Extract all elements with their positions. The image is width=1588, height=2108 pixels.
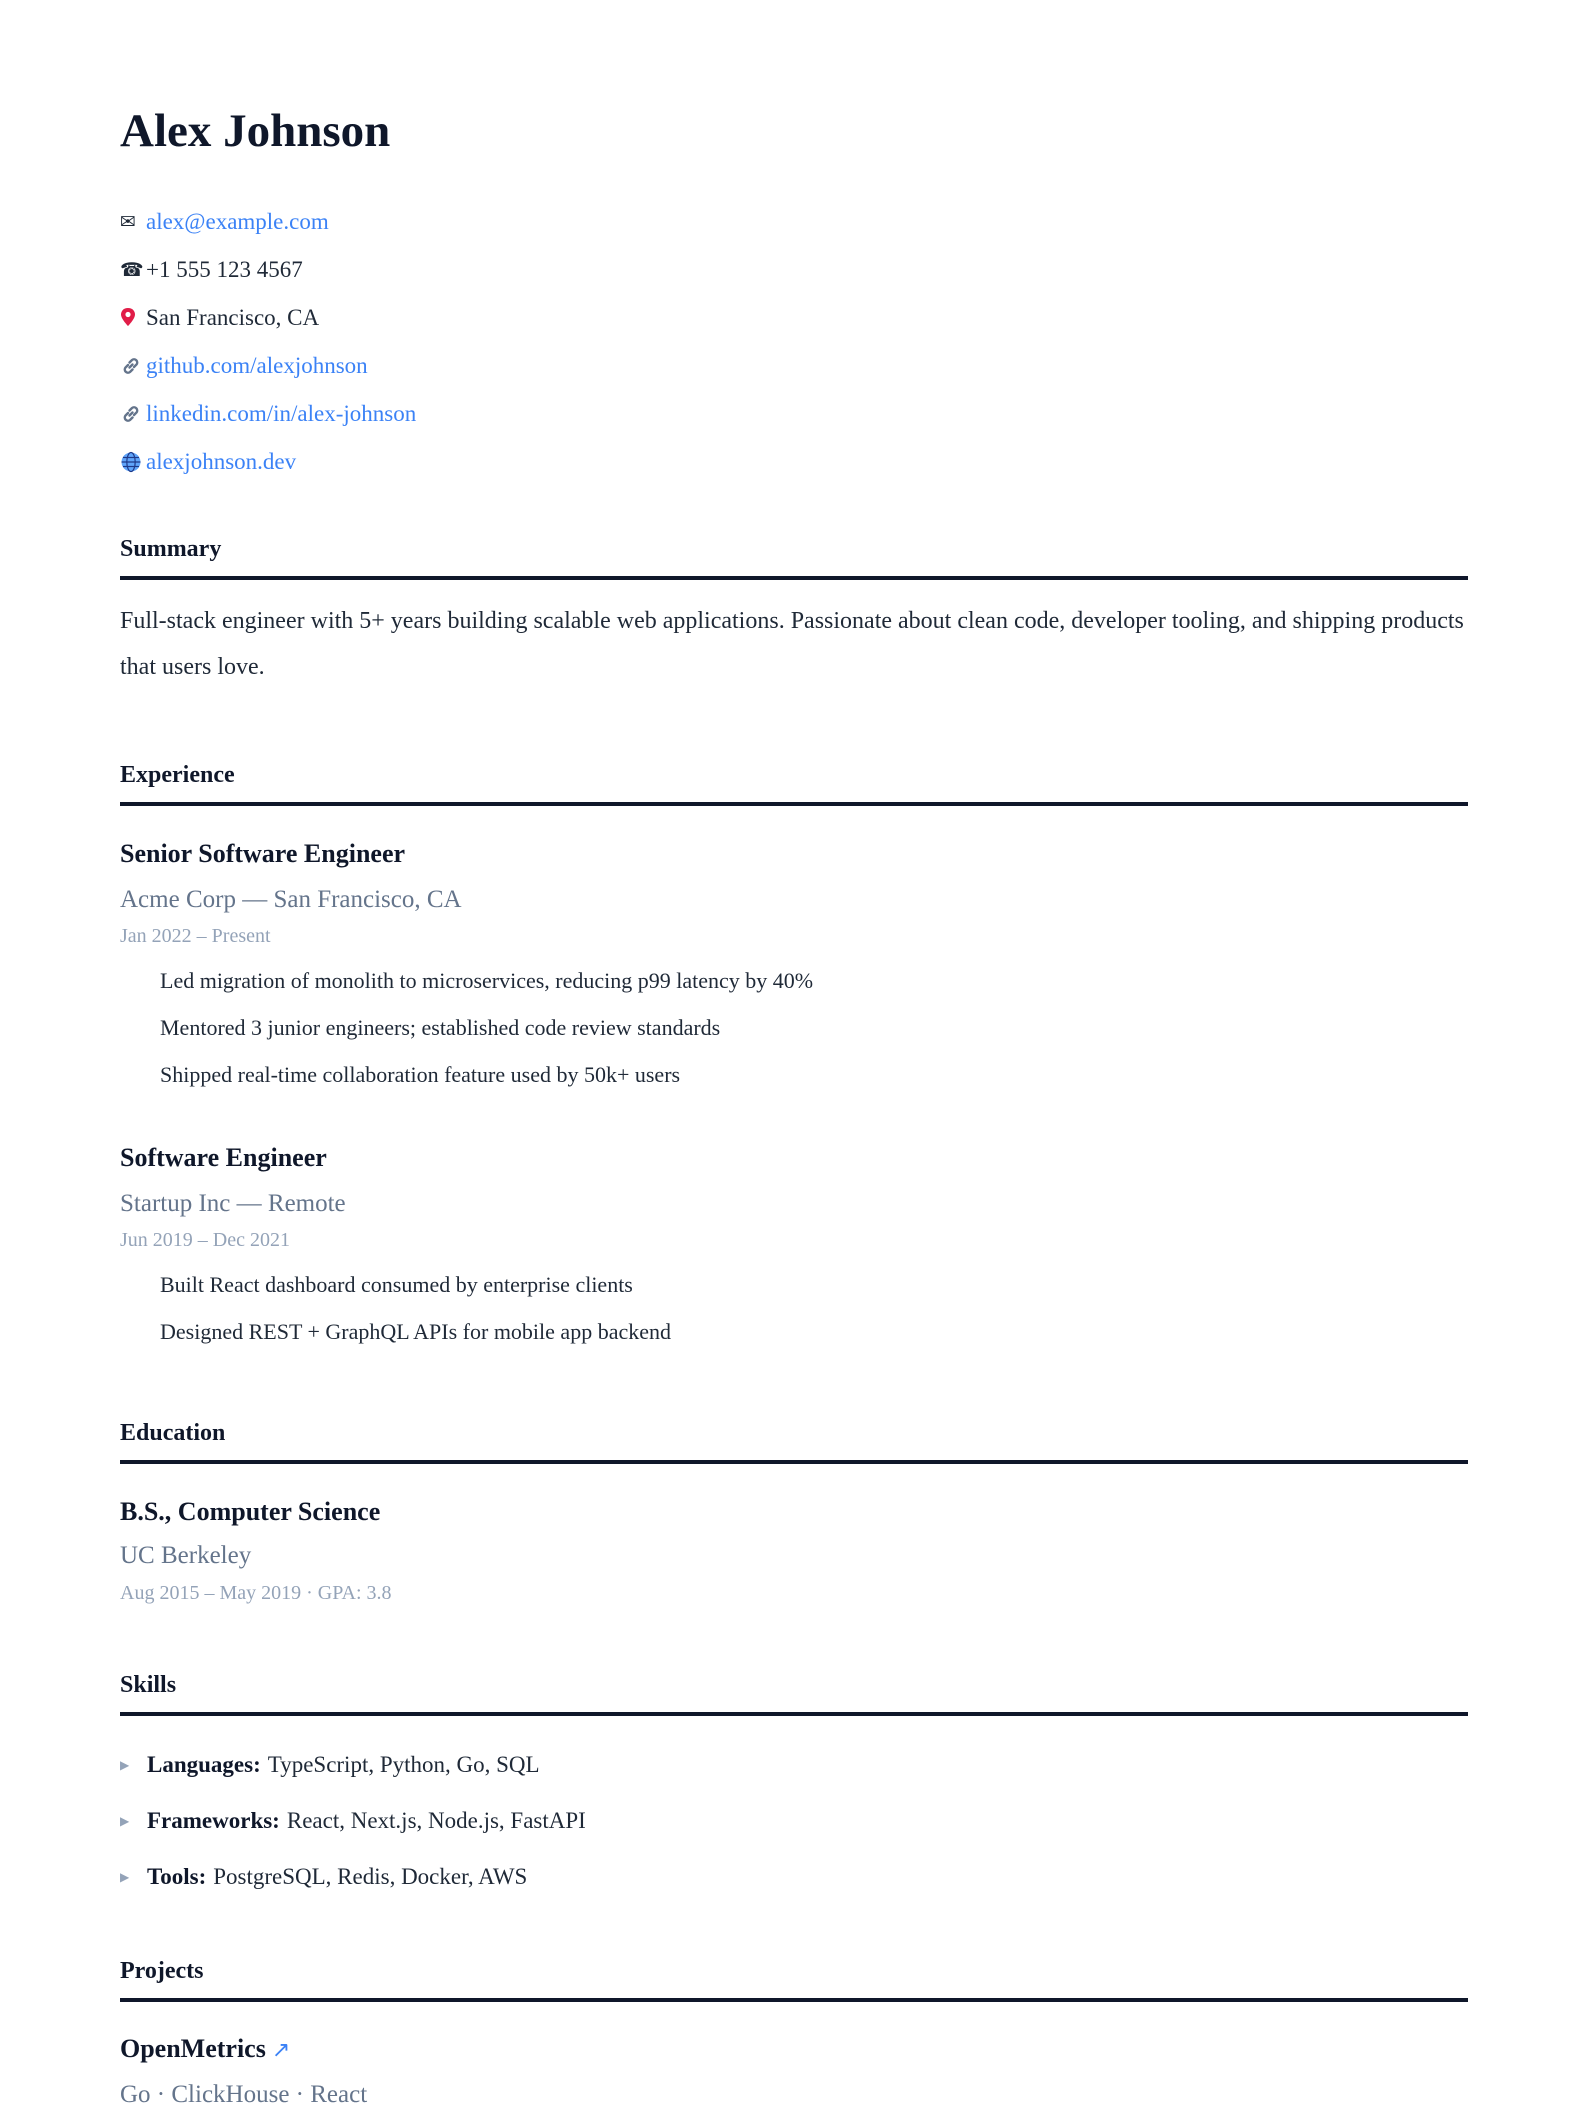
resume-name: Alex Johnson: [120, 105, 391, 157]
website-link[interactable]: alexjohnson.dev: [146, 449, 297, 474]
contact-linkedin: [120, 390, 1468, 438]
education-entry: [120, 1499, 1468, 1603]
education-details: Aug 2015 – May 2019 · GPA: 3.8: [120, 1582, 392, 1604]
job-bullets: [120, 970, 1468, 1111]
job-bullet: Led migration of monolith to microservices, reducing p99 latency by 40%: [160, 968, 814, 993]
triangle-bullet-icon: ▶: [120, 1814, 130, 1828]
school-name: UC Berkeley: [120, 1542, 252, 1569]
skill-values: PostgreSQL, Redis, Docker, AWS: [213, 1864, 528, 1889]
projects-section: [120, 1959, 1468, 2002]
job-dates: Jan 2022 – Present: [120, 925, 271, 947]
contact-location: [120, 294, 1468, 342]
pin-icon: [120, 307, 146, 329]
contact-list: [120, 198, 1468, 486]
degree-title: B.S., Computer Science: [120, 1497, 381, 1526]
contact-email: [120, 198, 1468, 246]
external-link-icon[interactable]: ↗: [271, 2038, 291, 2063]
summary-section: [120, 537, 1468, 690]
section-title-education: Education: [120, 1421, 1468, 1464]
skill-values: React, Next.js, Node.js, FastAPI: [286, 1808, 586, 1833]
project-title: [120, 2036, 1468, 2062]
skill-category: Languages:: [147, 1752, 261, 1777]
education-section: [120, 1421, 1468, 1464]
job-title: Senior Software Engineer: [120, 839, 406, 868]
linkedin-link[interactable]: linkedin.com/in/alex-johnson: [146, 401, 417, 426]
location-text: San Francisco, CA: [146, 305, 320, 330]
phone-text: +1 555 123 4567: [146, 257, 303, 282]
job-bullet: Mentored 3 junior engineers; established code review standards: [160, 1015, 721, 1040]
skills-section: [120, 1673, 1468, 1716]
job-dates: Jun 2019 – Dec 2021: [120, 1229, 290, 1251]
link-icon: [120, 355, 146, 378]
project-stack: Go · ClickHouse · React: [120, 2081, 368, 2108]
job-bullets: [120, 1274, 1468, 1368]
section-title-experience: Experience: [120, 763, 1468, 806]
contact-phone: [120, 246, 1468, 294]
section-title-projects: Projects: [120, 1959, 1468, 2002]
contact-github: [120, 342, 1468, 390]
job-bullet: Designed REST + GraphQL APIs for mobile app backend: [160, 1319, 671, 1344]
globe-icon: [120, 451, 146, 474]
job-bullet: Shipped real-time collaboration feature used by 50k+ users: [160, 1062, 681, 1087]
section-title-summary: Summary: [120, 537, 1468, 580]
skill-item: [120, 1793, 1468, 1849]
email-link[interactable]: alex@example.com: [146, 209, 329, 234]
project-name: OpenMetrics: [120, 2034, 266, 2063]
link-icon: [120, 403, 146, 426]
triangle-bullet-icon: ▶: [120, 1758, 130, 1772]
envelope-icon: ✉: [120, 211, 136, 233]
job-company: Startup Inc — Remote: [120, 1190, 346, 1217]
skills-list: [120, 1737, 1468, 1905]
job-entry: [120, 841, 1468, 1111]
skill-category: Frameworks:: [147, 1808, 280, 1833]
github-link[interactable]: github.com/alexjohnson: [146, 353, 368, 378]
job-entry: [120, 1145, 1468, 1368]
skill-category: Tools:: [147, 1864, 207, 1889]
section-title-skills: Skills: [120, 1673, 1468, 1716]
triangle-bullet-icon: ▶: [120, 1870, 130, 1884]
contact-website: [120, 438, 1468, 486]
experience-section: [120, 763, 1468, 806]
skill-item: [120, 1849, 1468, 1905]
phone-icon: ☎: [120, 259, 144, 281]
project-entry: [120, 2036, 1468, 2107]
skill-item: [120, 1737, 1468, 1793]
summary-text: Full-stack engineer with 5+ years building scalable web applications. Passionate about clean code, developer tooling, and shipping products that users love.: [120, 608, 1464, 680]
job-company: Acme Corp — San Francisco, CA: [120, 886, 462, 913]
job-bullet: Built React dashboard consumed by enterprise clients: [160, 1272, 633, 1297]
skill-values: TypeScript, Python, Go, SQL: [267, 1752, 540, 1777]
job-title: Software Engineer: [120, 1143, 327, 1172]
